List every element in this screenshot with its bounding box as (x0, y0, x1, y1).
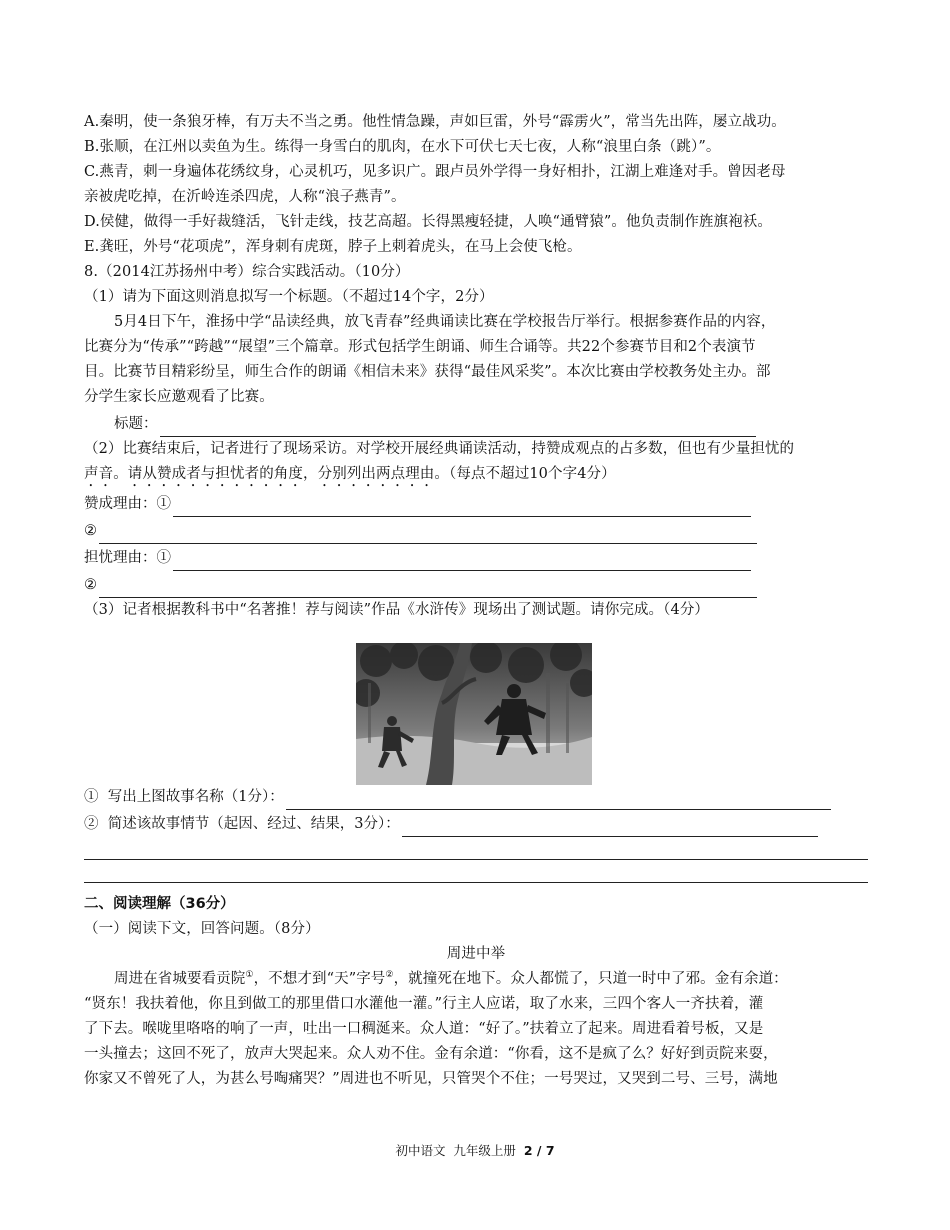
story-plot-row (84, 810, 868, 837)
answer-rule-1[interactable] (84, 837, 868, 860)
answer-rule-2[interactable] (84, 860, 868, 883)
worry-reason-2-blank[interactable] (99, 579, 757, 598)
story-name-label: ① 写出上图故事名称（1分）： (84, 789, 284, 805)
footer-text: 初中语文 九年级上册 (395, 1143, 524, 1158)
water-margin-illustration (356, 643, 592, 785)
page-content (84, 110, 868, 1092)
question-8-part2-line2 (84, 462, 868, 490)
option-c-line1: C.燕青，刺一身遍体花绣纹身，心灵机巧，见多识广。跟卢员外学得一身好相扑，江湖上难逢对手。曾因老母 (84, 164, 786, 180)
passage-line2: “贤东！我扶着他，你且到做工的那里借口水灌他一灌。”行主人应诺，取了水来，三四个客人一齐扶着，灌 (84, 996, 764, 1012)
support-reason-1-blank[interactable] (173, 498, 751, 517)
news-line3: 目。比赛节目精彩纷呈，师生合作的朗诵《相信未来》获得“最佳风采奖”。本次比赛由学校教务处主办。部 (84, 364, 771, 380)
worry-reason-1-blank[interactable] (173, 552, 751, 571)
option-e: E.龚旺，外号“花项虎”，浑身刺有虎斑，脖子上刺着虎头，在马上会使飞枪。 (84, 239, 582, 255)
footnote-mark-1: ① (245, 970, 254, 981)
passage-line3: 了下去。喉咙里咯咯的响了一声，吐出一口稠涎来。众人道：“好了。”扶着立了起来。周进看着号板，又是 (84, 1021, 764, 1037)
support-reason-2-blank[interactable] (99, 525, 757, 544)
worry-reason-2-row (84, 571, 868, 598)
question-8-part2-line1: （2）比赛结束后，记者进行了现场采访。对学校开展经典诵读活动，持赞成观点的占多数，但也有少量担忧的 (84, 441, 795, 457)
passage-title: 周进中举 (446, 946, 506, 962)
option-d: D.侯健，做得一手好裁缝活，飞针走线，技艺高超。长得黑瘦轻捷，人唤“通臂猿”。他负责制作旌旗袍袄。 (84, 214, 772, 230)
question-8-header: 8.（2014江苏扬州中考）综合实践活动。（10分） (84, 264, 410, 280)
question-8-part1: （1）请为下面这则消息拟写一个标题。（不超过14个字，2分） (84, 289, 494, 305)
page-footer (0, 1141, 950, 1159)
title-label: 标题： (114, 416, 158, 432)
title-answer-row (84, 410, 868, 437)
story-name-blank[interactable] (286, 791, 831, 810)
footnote-mark-2: ② (385, 970, 394, 981)
news-line1: 5月4日下午，淮扬中学“品读经典，放飞青春”经典诵读比赛在学校报告厅举行。根据参赛作品的内容， (114, 314, 776, 330)
story-name-row (84, 783, 868, 810)
story-plot-blank[interactable] (402, 818, 818, 837)
passage-text: ，就撞死在地下。众人都慌了，只道一时中了邪。金有余道： (393, 971, 788, 987)
support-reason-2-row (84, 517, 868, 544)
emphasized-instruction: 声音。请从赞成者与担忧者的角度，分别列出两点理由 (84, 466, 435, 482)
support-label: 赞成理由：① (84, 496, 171, 512)
option-b: B.张顺，在江州以卖鱼为生。练得一身雪白的肌肉，在水下可伏七天七夜，人称“浪里白条（跳）”。 (84, 139, 721, 155)
passage-text: ，不想才到“天”字号 (253, 971, 386, 987)
page-number: 2 / 7 (523, 1143, 555, 1158)
passage-line5: 你家又不曾死了人，为甚么号啕痛哭？”周进也不听见，只管哭个不住；一号哭过，又哭到二号、三号，满地 (84, 1071, 778, 1087)
passage-text: 周进在省城要看贡院 (114, 971, 246, 987)
support-num-2: ② (84, 523, 97, 539)
illustration-drawing (356, 643, 592, 785)
worry-reason-1-row (84, 544, 868, 571)
support-reason-1-row (84, 490, 868, 517)
news-line4: 分学生家长应邀观看了比赛。 (84, 389, 274, 405)
section-2-subtitle: （一）阅读下文，回答问题。（8分） (84, 921, 320, 937)
passage-line1 (84, 967, 868, 992)
option-c-line2: 亲被虎吃掉，在沂岭连杀四虎，人称“浪子燕青”。 (84, 189, 406, 205)
worry-label: 担忧理由：① (84, 550, 171, 566)
passage-line4: 一头撞去；这回不死了，放声大哭起来。众人劝不住。金有余道：“你看，这不是疯了么？好好到贡院来耍， (84, 1046, 778, 1062)
instruction-rest: 。（每点不超过10个字4分） (434, 466, 616, 482)
worry-num-2: ② (84, 577, 97, 593)
section-2-title: 二、阅读理解（36分） (84, 896, 235, 912)
title-answer-blank[interactable] (160, 418, 756, 437)
story-plot-label: ② 简述该故事情节（起因、经过、结果，3分）： (84, 816, 400, 832)
news-line2: 比赛分为“传承”“跨越”“展望”三个篇章。形式包括学生朗诵、师生合诵等。共22个参赛节目和2个表演节 (84, 339, 756, 355)
question-8-part3: （3）记者根据教科书中“名著推！荐与阅读”作品《水浒传》现场出了测试题。请你完成。（4分） (84, 602, 710, 618)
option-a: A.秦明，使一条狼牙棒，有万夫不当之勇。他性情急躁，声如巨雷，外号“霹雳火”，常当先出阵，屡立战功。 (84, 114, 786, 130)
